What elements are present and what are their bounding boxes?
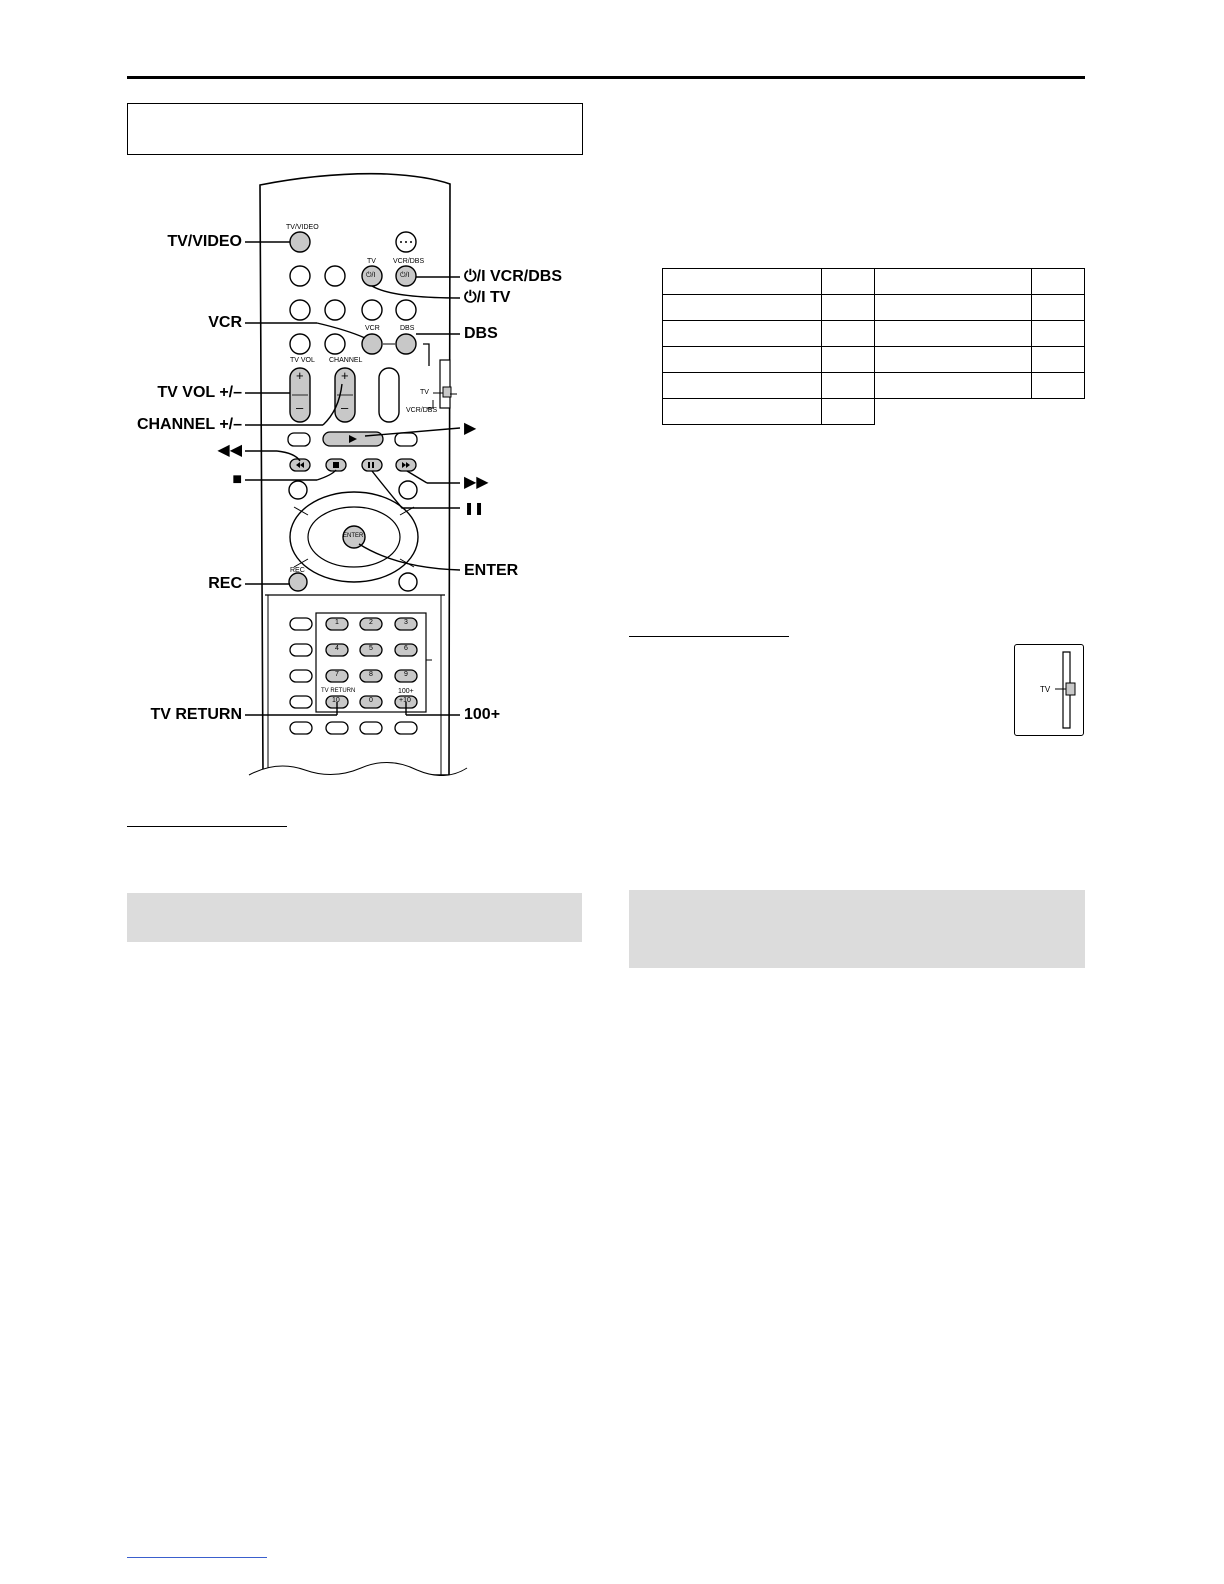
key-3: 3	[404, 619, 408, 626]
key-7: 7	[335, 671, 339, 678]
remote-label-tv: TV	[367, 258, 376, 265]
callout-power-vcr-dbs: ⏻/I VCR/DBS	[464, 268, 562, 285]
callout-power-tv: ⏻/I TV	[464, 289, 511, 306]
footer-underline	[127, 1557, 267, 1558]
remote-label-vcr-dbs: VCR/DBS	[393, 258, 425, 265]
remote-label-tv-video: TV/VIDEO	[286, 224, 319, 231]
key-8: 8	[369, 671, 373, 678]
callout-pause: ❚❚	[464, 501, 485, 515]
callout-dbs: DBS	[464, 325, 498, 342]
remote-label-channel: CHANNEL	[329, 357, 363, 364]
remote-label-tv-vol: TV VOL	[290, 357, 315, 364]
remote-label-ch-minus: –	[341, 400, 349, 415]
switch-inset-label: TV	[1040, 685, 1051, 694]
remote-label-vol-plus: +	[296, 368, 304, 383]
table-row	[663, 347, 1085, 373]
remote-label-power-vcr-dbs: ⏻/I	[400, 272, 410, 279]
table-row	[663, 373, 1085, 399]
remote-label-vol-minus: –	[296, 400, 304, 415]
callout-rewind: ◀◀	[217, 442, 242, 459]
key-0: 0	[369, 697, 373, 704]
table-row	[663, 269, 1085, 295]
table-row	[663, 399, 1085, 425]
right-section-bar	[629, 890, 1085, 968]
callout-tv-return: TV RETURN	[150, 706, 242, 723]
remote-label-100plus: 100+	[398, 688, 414, 695]
table-row	[663, 321, 1085, 347]
callout-channel: CHANNEL +/–	[136, 416, 242, 433]
remote-label-enter: ENTER	[343, 533, 364, 539]
table-row	[663, 295, 1085, 321]
key-plus10: +10	[399, 697, 411, 704]
key-5: 5	[369, 645, 373, 652]
callout-tv-video: TV/VIDEO	[167, 233, 242, 250]
callout-enter: ENTER	[464, 562, 519, 579]
code-table	[662, 268, 1085, 425]
callout-rec: REC	[208, 575, 242, 592]
remote-label-ch-plus: +	[341, 368, 349, 383]
remote-label-power-tv: ⏻/I	[366, 272, 376, 279]
remote-label-vcr: VCR	[365, 325, 380, 332]
left-section-bar	[127, 893, 582, 942]
left-subheading-underline	[127, 826, 287, 827]
callout-play: ▶	[464, 420, 477, 437]
callout-vcr: VCR	[208, 314, 242, 331]
remote-label-switch-vcr-dbs: VCR/DBS	[406, 407, 438, 414]
key-9: 9	[404, 671, 408, 678]
key-1: 1	[335, 619, 339, 626]
callout-stop: ■	[232, 471, 242, 488]
key-10: 10	[332, 697, 340, 704]
remote-label-dbs: DBS	[400, 325, 415, 332]
remote-label-tv-return: TV RETURN	[321, 688, 356, 694]
right-subheading-underline	[629, 636, 789, 637]
callout-tv-vol: TV VOL +/–	[157, 384, 242, 401]
callout-fast-forward: ▶▶	[464, 474, 489, 491]
key-6: 6	[404, 645, 408, 652]
key-4: 4	[335, 645, 339, 652]
remote-label-rec: REC	[290, 567, 305, 574]
callout-100plus: 100+	[464, 706, 501, 723]
remote-label-switch-tv: TV	[420, 389, 429, 396]
top-rule	[127, 76, 1085, 79]
section-title-box	[127, 103, 583, 155]
key-2: 2	[369, 619, 373, 626]
